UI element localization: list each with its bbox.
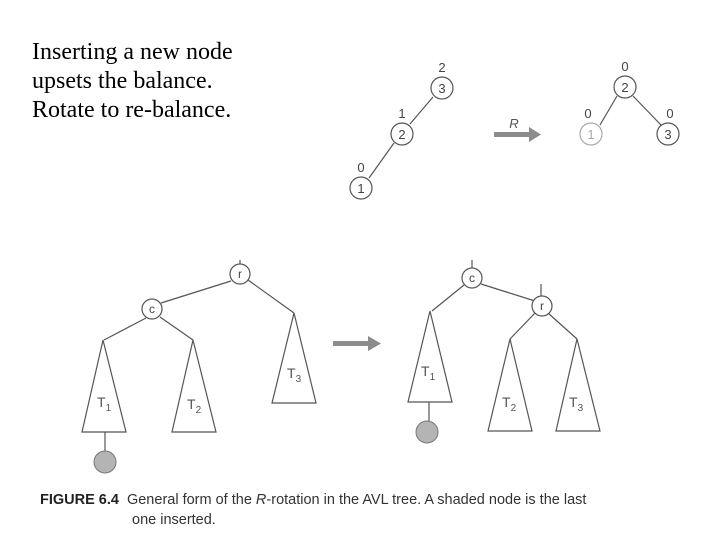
key-2-before: 2 — [398, 127, 406, 142]
subtree-t3-left — [272, 313, 316, 403]
edge-2-1 — [369, 143, 394, 178]
subtree-t2-left — [172, 340, 216, 432]
intro-line-2: upsets the balance. — [32, 68, 213, 94]
label-c-left: c — [149, 302, 155, 316]
edge-r-t3-right — [548, 313, 577, 339]
subtree-t1-right — [408, 311, 452, 402]
figure-caption — [40, 490, 586, 530]
bf-1-after: 0 — [584, 106, 592, 121]
caption-text-italic: R — [255, 492, 267, 508]
caption-text-b: -rotation in the AVL tree. A shaded node is the last — [266, 492, 587, 508]
subtree-t2-right — [488, 339, 532, 431]
shaded-node-left — [94, 451, 116, 473]
edge-r-t3-left — [248, 280, 294, 313]
general-arrow-shaft — [333, 341, 369, 346]
subtree-label-t1-right: $T_1$ — [421, 363, 436, 383]
bf-3-after: 0 — [666, 106, 674, 121]
subtree-label-t2-left: $T_2$ — [187, 396, 202, 416]
shaded-node-right — [416, 421, 438, 443]
edge-r-t2-right — [510, 313, 535, 339]
subtree-label-t2-right: $T_2$ — [502, 394, 517, 414]
edge-c-r-right — [481, 284, 535, 301]
subtree-label-t1-left: $T_1$ — [97, 394, 112, 414]
intro-line-1: Inserting a new node — [32, 39, 233, 65]
edge-r-c-left — [161, 281, 231, 303]
rotation-arrow-shaft — [494, 132, 530, 137]
key-1-after: 1 — [587, 127, 595, 142]
label-r-right: r — [540, 299, 544, 313]
label-r-left: r — [238, 267, 242, 281]
edge-2-3-after — [633, 96, 661, 125]
subtree-t3-right — [556, 339, 600, 431]
subtree-label-t3-left: $T_3$ — [287, 365, 302, 385]
rotation-label: R — [509, 116, 519, 131]
key-2-after: 2 — [621, 80, 629, 95]
key-3-after: 3 — [664, 127, 672, 142]
intro-line-3: Rotate to re-balance. — [32, 97, 232, 123]
figure-label: FIGURE 6.4 — [40, 492, 119, 508]
edge-c-t1-left — [104, 318, 146, 340]
edge-3-2 — [410, 97, 433, 124]
caption-line-2: one inserted. — [132, 512, 216, 528]
subtree-label-t3-right: $T_3$ — [569, 394, 584, 414]
edge-c-t2-left — [160, 317, 193, 340]
key-1-before: 1 — [357, 181, 365, 196]
edge-2-1-after — [600, 96, 617, 125]
key-3-before: 3 — [438, 81, 446, 96]
bf-1-before: 0 — [357, 160, 365, 175]
caption-text-a: General form of the — [126, 492, 256, 508]
subtree-t1-left — [82, 340, 126, 432]
label-c-right: c — [469, 271, 475, 285]
bf-2-before: 1 — [398, 106, 406, 121]
bf-3-before: 2 — [438, 60, 446, 75]
rotation-arrow-head — [529, 127, 541, 142]
bf-2-after: 0 — [621, 59, 629, 74]
general-arrow-head — [368, 336, 381, 351]
edge-c-t1-right — [432, 285, 464, 311]
